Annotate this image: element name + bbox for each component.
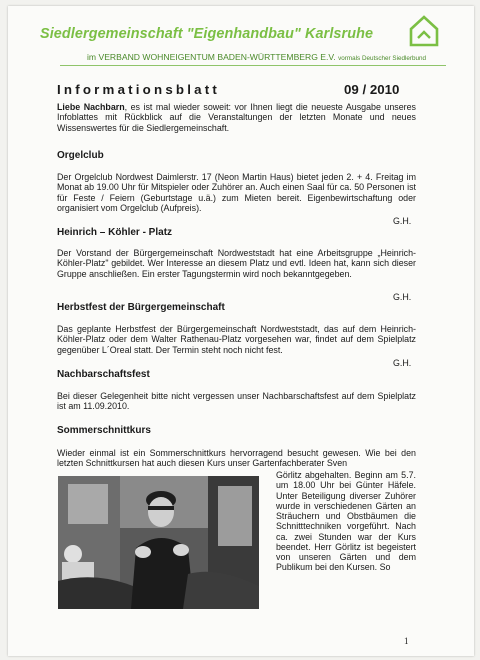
herbstfest-heading: Herbstfest der Bürgergemeinschaft <box>57 302 225 313</box>
intro-text: , es ist mal wieder soweit: vor Ihnen liegt die neueste Ausgabe unseres Infoblattes mit Rückblick auf die Veranstaltungen der letzten Monate und neues Wissenswertes für die Siedlergemeinschaft. <box>57 102 416 133</box>
salutation: Liebe Nachbarn <box>57 102 125 112</box>
association-line <box>87 52 426 62</box>
former-name: vormals Deutscher Siedlerbund <box>338 55 427 62</box>
koehler-platz-heading: Heinrich – Köhler - Platz <box>57 227 173 238</box>
orgelclub-body: Der Orgelclub Nordwest Daimlerstr. 17 (Neon Martin Haus) bietet jeden 2. + 4. Freitag im Monat ab 19.00 Uhr für Mitspieler oder Zuhörer an. Auch einen Saal für ca. 50 Personen ist für Feste / Feiern (Geburtstage u.ä.) zum Mieten bereit. Eigenbewirtschaftung oder organisiert vom Orgelclub (Aufpreis). <box>57 172 416 214</box>
nachbarschaftsfest-heading: Nachbarschaftsfest <box>57 369 150 380</box>
koehler-platz-body: Der Vorstand der Bürgergemeinschaft Nordweststadt hat eine Arbeitsgruppe „Heinrich-Köhler-Platz" gebildet. Wer Interesse an diesem Platz und evtl. Ideen hat, kann sich dieser Gruppe anschließen. Ein erster Tagungstermin wird noch bekanntgegeben. <box>57 248 416 279</box>
nachbarschaftsfest-body: Bei dieser Gelegenheit bitte nicht vergessen unser Nachbarschaftsfest auf dem Spielplatz ist am 11.09.2010. <box>57 391 416 412</box>
course-photo <box>58 476 259 609</box>
sommerschnittkurs-heading: Sommerschnittkurs <box>57 425 151 436</box>
doc-number: 09 / 2010 <box>344 82 400 97</box>
koehler-platz-signature: G.H. <box>393 292 412 302</box>
house-logo-icon <box>408 14 440 48</box>
sommerschnittkurs-body-right: Görlitz abgehalten. Beginn am 5.7. um 18.00 Uhr bei Günter Häfele. Unter Beteiligung diverser Zuhörer wurde in verschiedenen Gärten an Sträuchern und Obstbäumen die Schnitttechniken vorgeführt. Nach ca. zwei Stunden war der Kurs beendet. Herr Görlitz ist begeistert von unseren Gärten und dem Publikum bei den Kursen. So <box>276 470 416 573</box>
orgelclub-heading: Orgelclub <box>57 150 104 161</box>
intro-paragraph <box>57 102 416 133</box>
doc-title: Informationsblatt <box>57 82 220 97</box>
sommerschnittkurs-body-top: Wieder einmal ist ein Sommerschnittkurs hervorragend besucht gewesen. Wie bei den letzten Schnittkursen hat auch diesen Kurs unser Gartenfachberater Sven <box>57 448 416 469</box>
header-divider <box>60 65 446 66</box>
page-number: 1 <box>404 636 409 646</box>
herbstfest-body: Das geplante Herbstfest der Bürgergemeinschaft Nordweststadt, das auf dem Heinrich-Köhler-Platz oder dem Walter Rathenau-Platz vorgesehen war, findet auf dem Spielplatz gegenüber L´Oreal statt. Der Termin steht noch nicht fest. <box>57 324 416 355</box>
orgelclub-signature: G.H. <box>393 216 412 226</box>
association-name: im VERBAND WOHNEIGENTUM BADEN-WÜRTTEMBERG E.V. <box>87 52 336 62</box>
herbstfest-signature: G.H. <box>393 358 412 368</box>
org-name: Siedlergemeinschaft "Eigenhandbau" Karlsruhe <box>40 26 374 42</box>
